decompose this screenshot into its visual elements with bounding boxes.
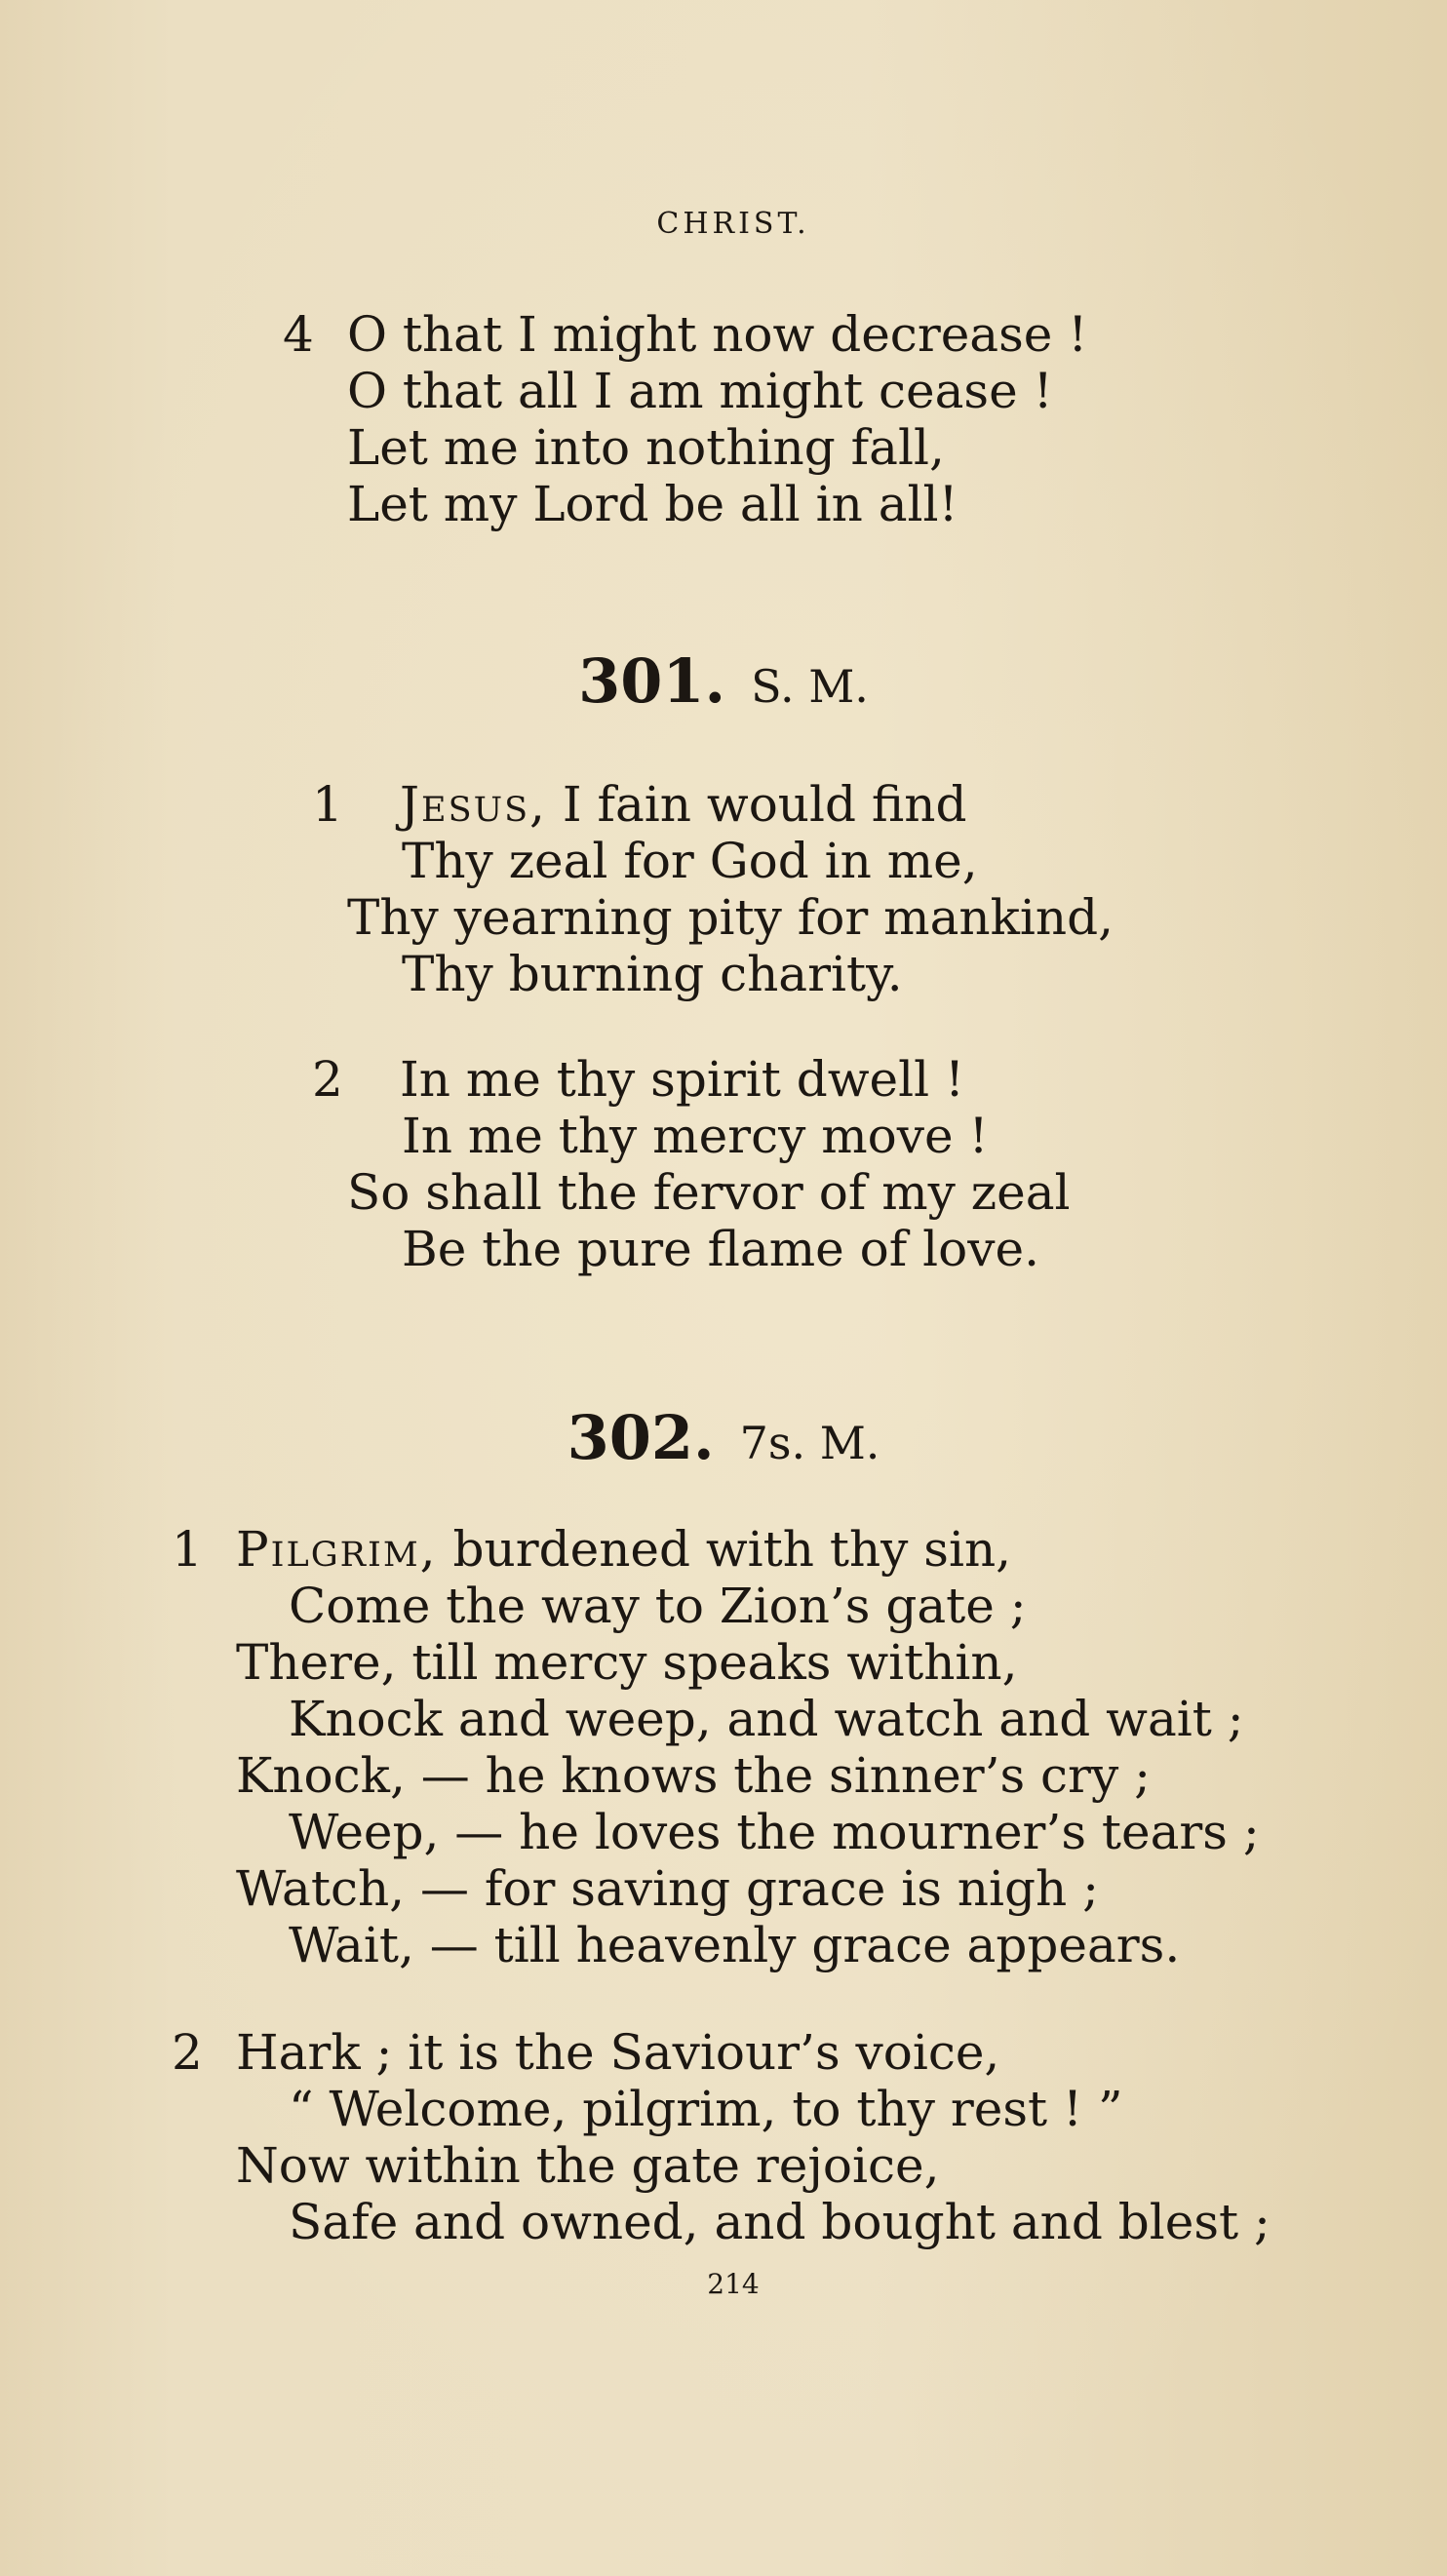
verse-first-line [236,1521,1012,1578]
verse-line: In me thy mercy move ! [402,1108,989,1164]
verse-line: Weep, — he loves the mourner’s tears ; [289,1804,1260,1860]
verse-line: So shall the fervor of my zeal [347,1164,1071,1221]
first-line-rest: burdened with thy sin, [437,1521,1012,1578]
verse-line: Let my Lord be all in all! [347,476,958,532]
verse-line: Watch, — for saving grace is nigh ; [236,1860,1099,1917]
verse-line: Be the pure flame of love. [402,1221,1039,1277]
verse-line: Thy yearning pity for mankind, [347,889,1114,946]
first-line-rest: I fain would find [546,776,967,833]
verse-number: 1 [312,776,343,833]
verse-line: Safe and owned, and bought and blest ; [289,2194,1271,2250]
verse-first-line [400,776,967,833]
hymn-meter: S. M. [751,660,869,713]
running-head: CHRIST. [656,207,810,241]
verse-number: 1 [172,1521,203,1578]
verse-line: O that all I am might cease ! [347,363,1053,419]
hymn-302-title [0,1402,1447,1473]
verse-number: 4 [283,306,314,363]
hymn-number: 302. [567,1402,715,1473]
verse-line: Come the way to Zion’s gate ; [289,1578,1027,1634]
verse-line: “ Welcome, pilgrim, to thy rest ! ” [289,2081,1123,2137]
verse-line: In me thy spirit dwell ! [400,1051,965,1108]
first-word-small-caps: Jesus, [400,776,547,833]
first-word-small-caps: Pilgrim, [236,1521,438,1578]
verse-line: O that I might now decrease ! [347,306,1088,363]
page-number: 214 [707,2268,760,2300]
verse-number: 2 [312,1051,343,1108]
hymn-301-title [0,645,1447,717]
hymn-meter: 7s. M. [739,1417,880,1469]
verse-line: Thy zeal for God in me, [402,833,978,889]
verse-line: Wait, — till heavenly grace appears. [289,1917,1181,1973]
verse-line: Hark ; it is the Saviour’s voice, [236,2024,1000,2081]
verse-line: Knock and weep, and watch and wait ; [289,1691,1244,1747]
hymn-number: 301. [578,645,726,717]
verse-number: 2 [172,2024,203,2081]
verse-line: Let me into nothing fall, [347,419,945,476]
verse-line: Thy burning charity. [402,946,903,1002]
verse-line: Now within the gate rejoice, [236,2137,940,2194]
verse-line: There, till mercy speaks within, [236,1634,1018,1691]
verse-line: Knock, — he knows the sinner’s cry ; [236,1747,1151,1804]
